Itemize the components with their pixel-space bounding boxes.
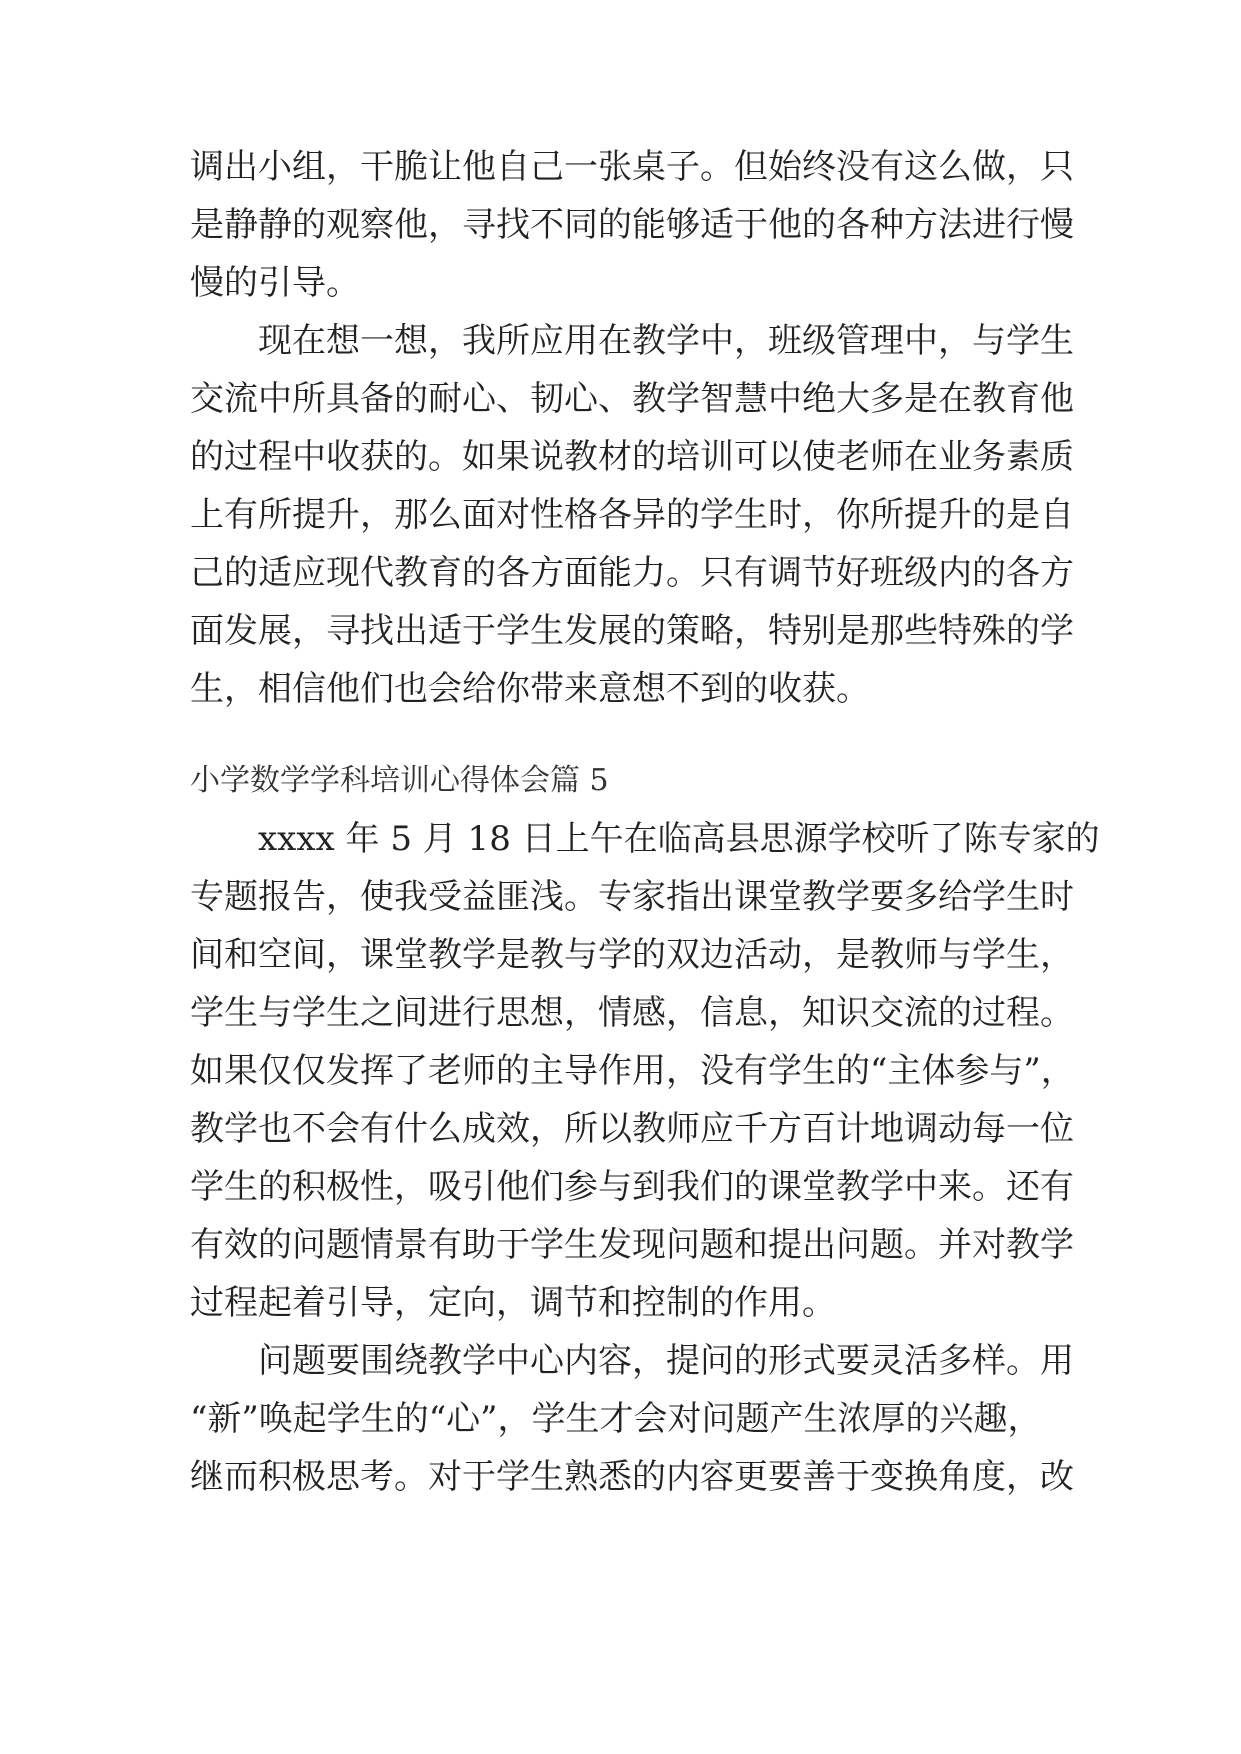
text-line: “新”唤起学生的“心”，学生才会对问题产生浓厚的兴趣， [190,1399,1042,1439]
text-line: 上有所提升，那么面对性格各异的学生时，你所提升的是自 [190,495,1074,535]
paragraph-first-line: xxxx 年 5 月 18 日上午在临高县思源学校听了陈专家的 [258,819,1100,859]
text-line: 如果仅仅发挥了老师的主导作用，没有学生的“主体参与”， [190,1051,1075,1091]
text-line: 专题报告，使我受益匪浅。专家指出课堂教学要多给学生时 [190,877,1074,917]
text-line: 调出小组，干脆让他自己一张桌子。但始终没有这么做，只 [190,147,1074,187]
text-line: 继而积极思考。对于学生熟悉的内容更要善于变换角度，改 [190,1457,1074,1497]
text-line: 面发展，寻找出适于学生发展的策略，特别是那些特殊的学 [190,611,1074,651]
text-line: 学生与学生之间进行思想，情感，信息，知识交流的过程。 [190,993,1074,1033]
text-line: 间和空间，课堂教学是教与学的双边活动，是教师与学生， [190,935,1074,975]
section-heading: 小学数学学科培训心得体会篇 5 [190,763,609,798]
text-line: 慢的引导。 [190,263,360,303]
paragraph-first-line: 问题要围绕教学中心内容，提问的形式要灵活多样。用 [258,1341,1074,1381]
text-line: 有效的问题情景有助于学生发现问题和提出问题。并对教学 [190,1225,1074,1265]
text-line: 教学也不会有什么成效，所以教师应千方百计地调动每一位 [190,1109,1074,1149]
paragraph-first-line: 现在想一想，我所应用在教学中，班级管理中，与学生 [258,321,1074,361]
text-line: 己的适应现代教育的各方面能力。只有调节好班级内的各方 [190,553,1074,593]
text-line: 过程起着引导，定向，调节和控制的作用。 [190,1283,836,1323]
text-line: 生，相信他们也会给你带来意想不到的收获。 [190,669,870,709]
text-line: 交流中所具备的耐心、韧心、教学智慧中绝大多是在教育他 [190,379,1074,419]
text-line: 是静静的观察他，寻找不同的能够适于他的各种方法进行慢 [190,205,1074,245]
text-line: 学生的积极性，吸引他们参与到我们的课堂教学中来。还有 [190,1167,1074,1207]
text-line: 的过程中收获的。如果说教材的培训可以使老师在业务素质 [190,437,1074,477]
